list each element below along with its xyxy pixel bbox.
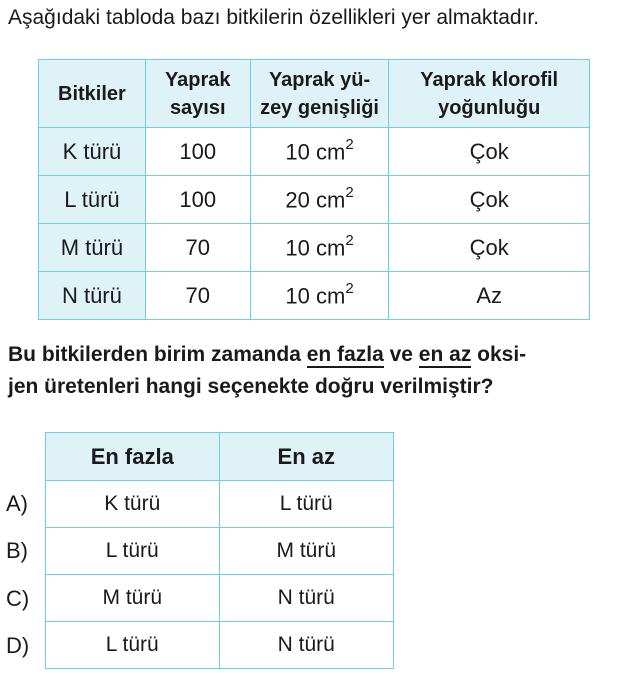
option-least: N türü [219, 575, 393, 622]
chlorophyll-density: Çok [389, 224, 590, 272]
table-row [39, 272, 590, 320]
chlorophyll-density: Az [389, 272, 590, 320]
option-most: L türü [46, 622, 220, 669]
leaf-area: 10 $cm^2$ [250, 128, 389, 176]
option-most: L türü [46, 528, 220, 575]
table-header-row [46, 433, 394, 481]
emphasis-most: en fazla [306, 343, 384, 366]
table-row [39, 224, 590, 272]
plant-name: N türü [39, 272, 146, 320]
header-plants: Bitkiler [39, 60, 146, 128]
header-most: En fazla [46, 433, 220, 481]
table-row [39, 128, 590, 176]
plant-name: L türü [39, 176, 146, 224]
option-least: N türü [219, 622, 393, 669]
table-row [39, 176, 590, 224]
option-row-d[interactable] [46, 622, 394, 669]
header-chlorophyll: Yaprak klorofil yoğunluğu [389, 60, 590, 128]
leaf-count: 100 [145, 128, 250, 176]
option-least: L türü [219, 481, 393, 528]
option-label-b[interactable]: B) [6, 538, 28, 563]
option-label-c[interactable]: C) [6, 586, 30, 611]
leaf-count: 70 [145, 224, 250, 272]
option-most: M türü [46, 575, 220, 622]
option-label-d[interactable]: D) [6, 633, 30, 658]
header-leaf-area: Yaprak yü- zey genişliği [250, 60, 389, 128]
option-label-a[interactable]: A) [6, 491, 28, 516]
question-text: Bu bitkilerden birim zamanda en fazla ve en az oksi- jen üretenleri hangi seçenekte doğru verilmiştir? [8, 343, 527, 398]
table-header-row [39, 60, 590, 128]
plant-name: M türü [39, 224, 146, 272]
emphasis-least: en az [418, 343, 472, 366]
option-most: K türü [46, 481, 220, 528]
plant-name: K türü [39, 128, 146, 176]
leaf-area: 10 $cm^2$ [250, 272, 389, 320]
chlorophyll-density: Çok [389, 128, 590, 176]
answer-options-table [45, 432, 394, 669]
leaf-count: 100 [145, 176, 250, 224]
leaf-area: 20 $cm^2$ [250, 176, 389, 224]
option-least: M türü [219, 528, 393, 575]
option-row-c[interactable] [46, 575, 394, 622]
header-leaf-count: Yaprak sayısı [145, 60, 250, 128]
header-least: En az [219, 433, 393, 481]
option-row-b[interactable] [46, 528, 394, 575]
leaf-count: 70 [145, 272, 250, 320]
intro-text: Aşağıdaki tabloda bazı bitkilerin özellikleri yer almaktadır. [8, 6, 540, 29]
leaf-area: 10 $cm^2$ [250, 224, 389, 272]
option-row-a[interactable] [46, 481, 394, 528]
plant-properties-table [38, 59, 590, 320]
chlorophyll-density: Çok [389, 176, 590, 224]
